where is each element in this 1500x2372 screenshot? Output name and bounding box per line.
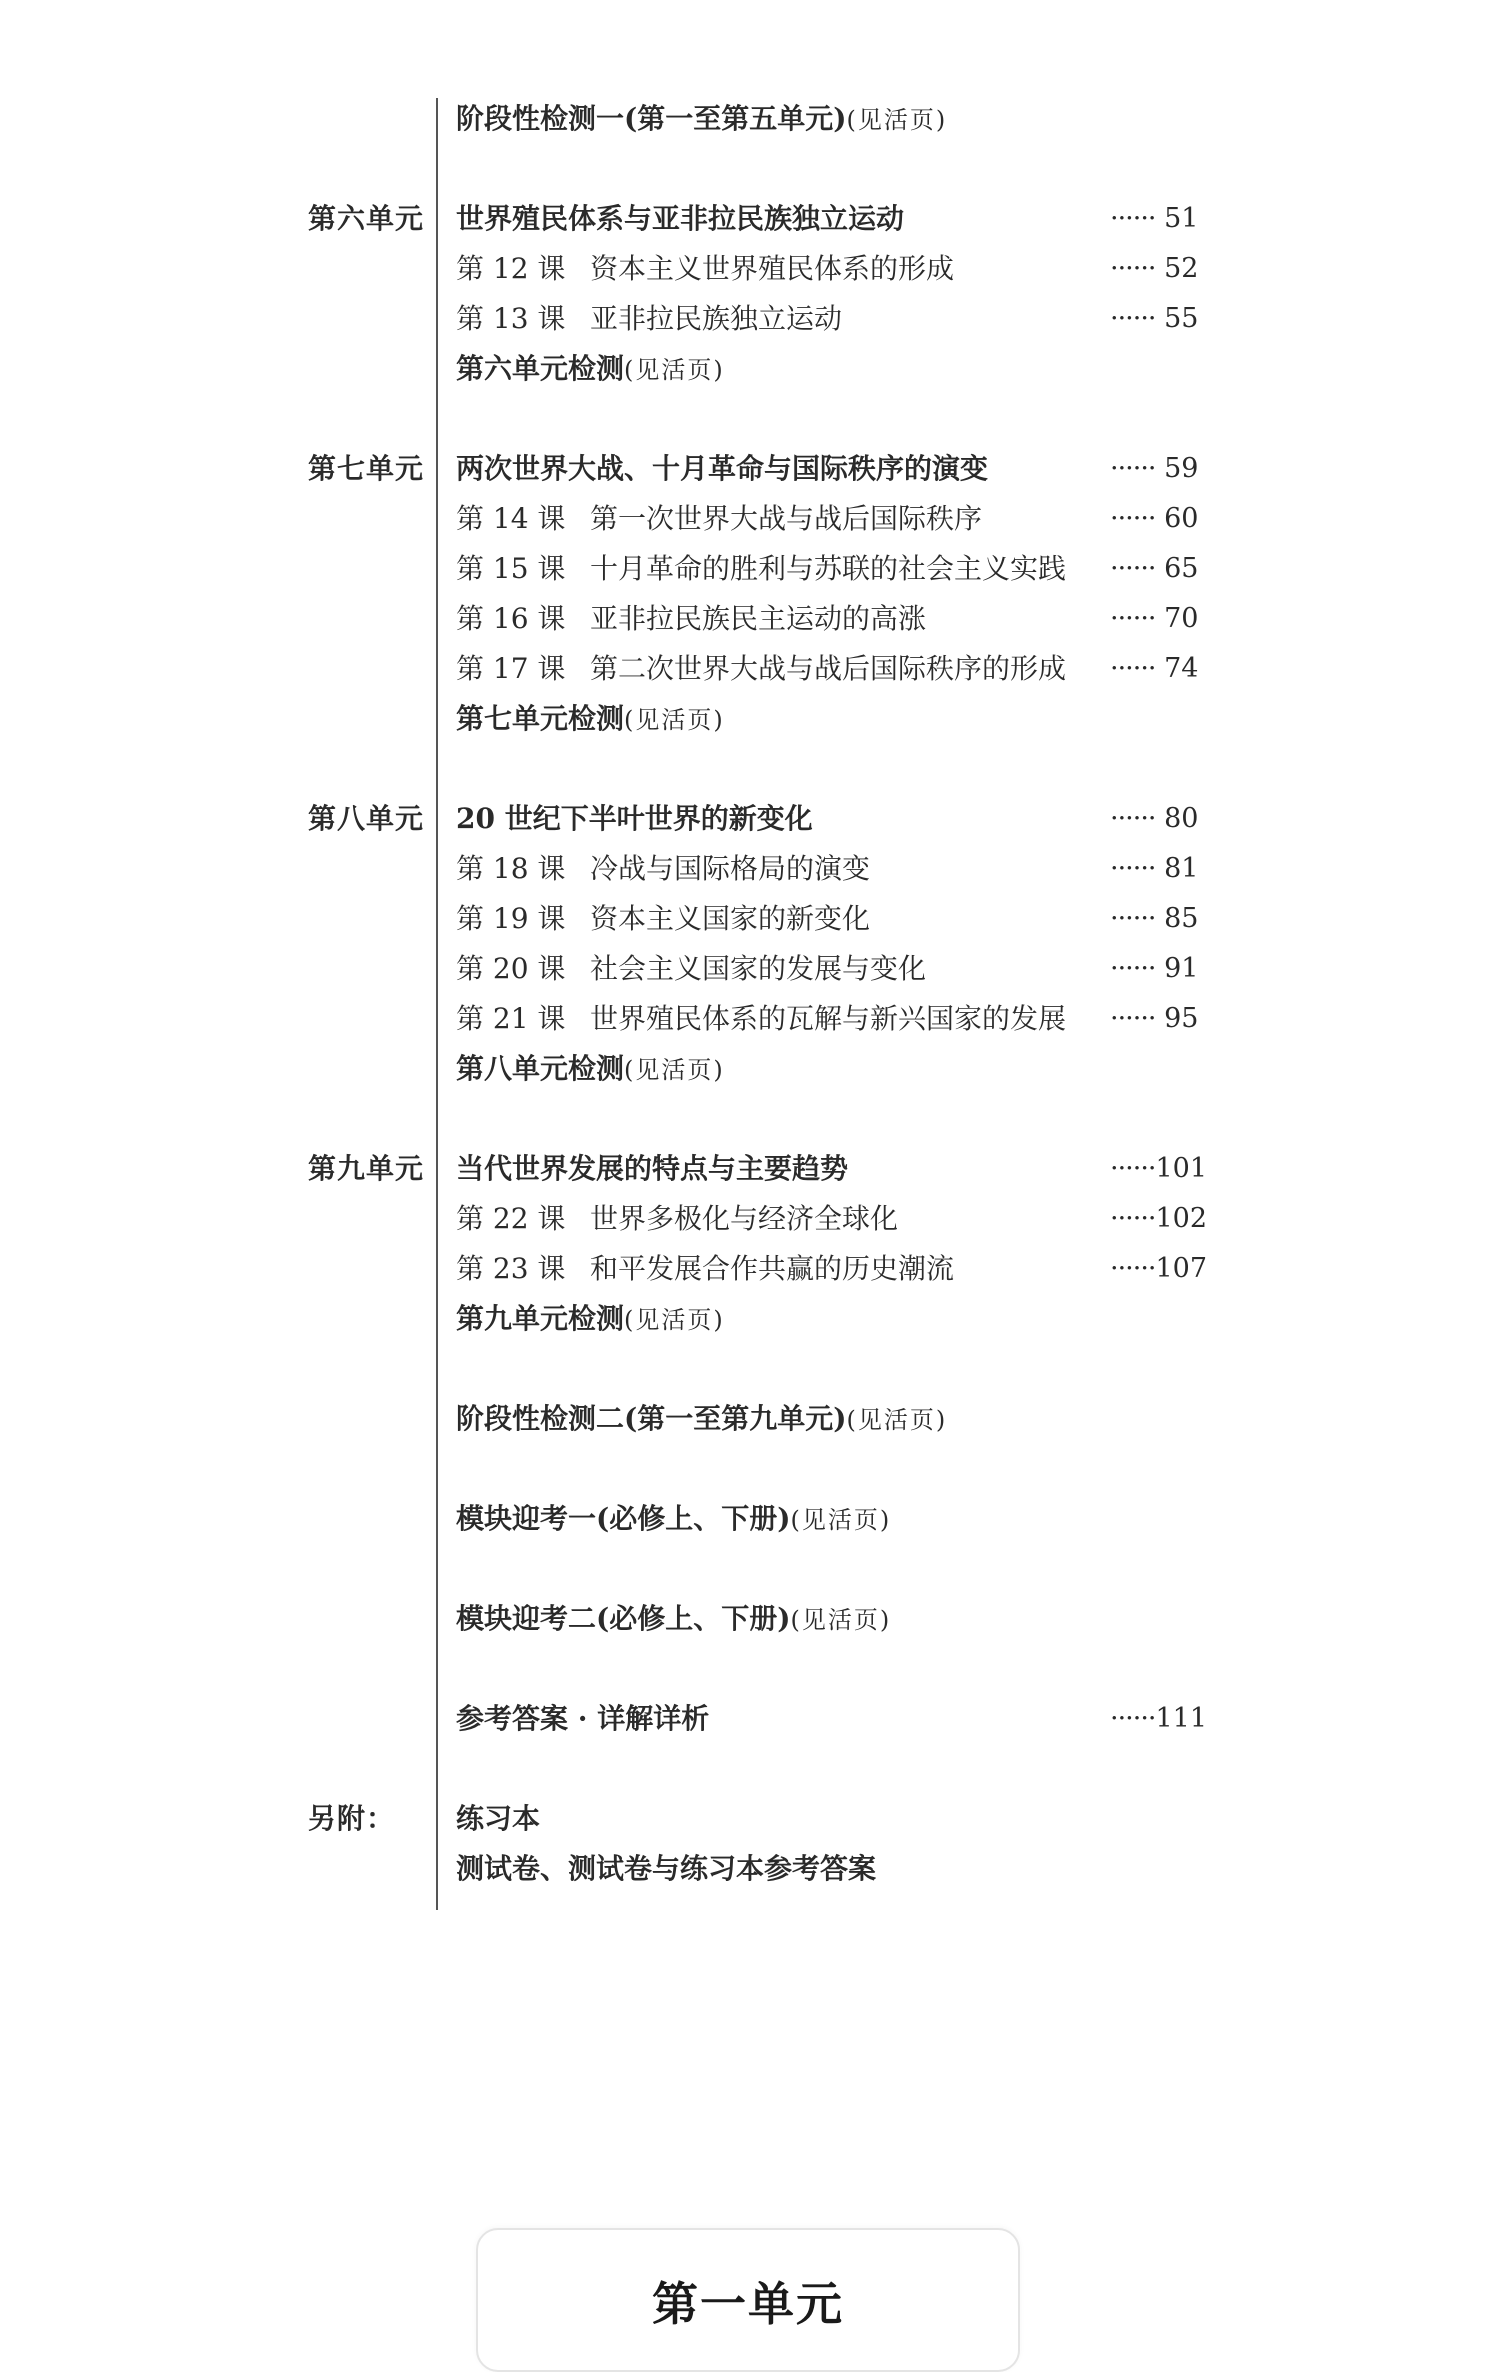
unit-label: 第六单元 — [308, 202, 425, 235]
unit-title: 当代世界发展的特点与主要趋势 — [456, 1152, 849, 1185]
page-ref — [1110, 302, 1210, 336]
lesson-title: 第一次世界大战与战后国际秩序 — [590, 502, 983, 535]
page-ref — [1110, 1252, 1210, 1286]
entry-title: 第八单元检测(见活页) — [456, 1052, 725, 1085]
page-ref — [1110, 452, 1210, 486]
next-unit-card[interactable] — [476, 2228, 1020, 2372]
unit-title: 世界殖民体系与亚非拉民族独立运动 — [456, 202, 905, 235]
lesson-number: 第 21 课 — [456, 1002, 566, 1035]
page-number: 81 — [1164, 853, 1199, 884]
lesson-number: 第 13 课 — [456, 302, 566, 335]
entry-title: 模块迎考二(必修上、下册)(见活页) — [456, 1602, 892, 1635]
page-number: 95 — [1164, 1003, 1199, 1034]
entry-note: (见活页) — [790, 1506, 892, 1534]
toc-entry-answers[interactable] — [0, 1694, 1500, 1744]
toc-lesson-22[interactable] — [0, 1194, 1500, 1244]
lesson-number: 第 17 课 — [456, 652, 566, 685]
lesson-title: 冷战与国际格局的演变 — [590, 852, 871, 885]
toc-lesson-19[interactable] — [0, 894, 1500, 944]
page-number: 85 — [1164, 903, 1199, 934]
toc-unit-6-test[interactable] — [0, 344, 1500, 394]
page-number: 91 — [1164, 953, 1199, 984]
leader-dots: ······ — [1110, 1153, 1156, 1184]
unit-label: 第七单元 — [308, 452, 425, 485]
lesson-title: 资本主义国家的新变化 — [590, 902, 871, 935]
toc-unit-7-test[interactable] — [0, 694, 1500, 744]
leader-dots: ······ — [1110, 1003, 1156, 1034]
toc-unit-8-test[interactable] — [0, 1044, 1500, 1094]
lesson-number: 第 12 课 — [456, 252, 566, 285]
lesson-title: 社会主义国家的发展与变化 — [590, 952, 927, 985]
appendix-item: 测试卷、测试卷与练习本参考答案 — [456, 1852, 877, 1885]
unit-label: 第九单元 — [308, 1152, 425, 1185]
toc-lesson-16[interactable] — [0, 594, 1500, 644]
lesson-title: 亚非拉民族独立运动 — [590, 302, 843, 335]
toc-lesson-20[interactable] — [0, 944, 1500, 994]
toc-lesson-13[interactable] — [0, 294, 1500, 344]
page-number: 101 — [1155, 1153, 1208, 1184]
next-unit-title: 第一单元 — [652, 2277, 844, 2331]
page-ref — [1110, 552, 1210, 586]
page-number: 60 — [1164, 503, 1199, 534]
lesson-number: 第 14 课 — [456, 502, 566, 535]
leader-dots: ······ — [1110, 903, 1156, 934]
toc-lesson-12[interactable] — [0, 244, 1500, 294]
lesson-title: 第二次世界大战与战后国际秩序的形成 — [590, 652, 1067, 685]
page-number: 74 — [1164, 653, 1199, 684]
page-number: 59 — [1164, 453, 1199, 484]
leader-dots: ······ — [1110, 453, 1156, 484]
lesson-title: 资本主义世界殖民体系的形成 — [590, 252, 955, 285]
lesson-number: 第 15 课 — [456, 552, 566, 585]
entry-note: (见活页) — [624, 706, 725, 734]
lesson-title: 十月革命的胜利与苏联的社会主义实践 — [590, 552, 1067, 585]
page-number: 51 — [1164, 203, 1199, 234]
toc-entry-module-exam-2[interactable] — [0, 1594, 1500, 1644]
entry-note: (见活页) — [624, 1056, 725, 1084]
page-number: 111 — [1155, 1703, 1208, 1734]
leader-dots: ······ — [1110, 603, 1156, 634]
toc-lesson-21[interactable] — [0, 994, 1500, 1044]
entry-title: 第九单元检测(见活页) — [456, 1302, 725, 1335]
lesson-number: 第 16 课 — [456, 602, 566, 635]
leader-dots: ······ — [1110, 1203, 1156, 1234]
leader-dots: ······ — [1110, 303, 1156, 334]
entry-title: 第七单元检测(见活页) — [456, 702, 725, 735]
leader-dots: ······ — [1110, 953, 1156, 984]
entry-title: 模块迎考一(必修上、下册)(见活页) — [456, 1502, 892, 1535]
page-ref — [1110, 502, 1210, 536]
lesson-number: 第 20 课 — [456, 952, 566, 985]
unit-title: 20 世纪下半叶世界的新变化 — [456, 802, 813, 835]
lesson-title: 世界殖民体系的瓦解与新兴国家的发展 — [590, 1002, 1067, 1035]
toc-entry-module-exam-1[interactable] — [0, 1494, 1500, 1544]
entry-note: (见活页) — [790, 1606, 892, 1634]
toc-entry-stage-test-1[interactable] — [0, 94, 1500, 144]
lesson-number: 第 22 课 — [456, 1202, 566, 1235]
leader-dots: ······ — [1110, 253, 1156, 284]
entry-note: (见活页) — [846, 106, 948, 134]
toc-unit-9-test[interactable] — [0, 1294, 1500, 1344]
leader-dots: ······ — [1110, 1703, 1156, 1734]
entry-title: 第六单元检测(见活页) — [456, 352, 725, 385]
page-number: 52 — [1164, 253, 1199, 284]
leader-dots: ······ — [1110, 803, 1156, 834]
leader-dots: ······ — [1110, 1253, 1156, 1284]
leader-dots: ······ — [1110, 553, 1156, 584]
page-ref — [1110, 1702, 1210, 1736]
page-ref — [1110, 802, 1210, 836]
page-ref — [1110, 602, 1210, 636]
toc-lesson-17[interactable] — [0, 644, 1500, 694]
unit-title: 两次世界大战、十月革命与国际秩序的演变 — [456, 452, 989, 485]
toc-unit-8-heading[interactable] — [0, 794, 1500, 844]
leader-dots: ······ — [1110, 203, 1156, 234]
unit-label: 第八单元 — [308, 802, 425, 835]
toc-appendix-2[interactable] — [0, 1844, 1500, 1894]
lesson-number: 第 19 课 — [456, 902, 566, 935]
toc-entry-stage-test-2[interactable] — [0, 1394, 1500, 1444]
lesson-number: 第 18 课 — [456, 852, 566, 885]
lesson-title: 世界多极化与经济全球化 — [590, 1202, 899, 1235]
toc-lesson-18[interactable] — [0, 844, 1500, 894]
page-ref — [1110, 652, 1210, 686]
entry-title: 参考答案 · 详解详析 — [456, 1702, 710, 1735]
toc-unit-9-heading[interactable] — [0, 1144, 1500, 1194]
appendix-label: 另附： — [308, 1802, 396, 1835]
leader-dots: ······ — [1110, 653, 1156, 684]
page-ref — [1110, 202, 1210, 236]
page-ref — [1110, 952, 1210, 986]
entry-note: (见活页) — [624, 1306, 725, 1334]
entry-note: (见活页) — [846, 1406, 948, 1434]
toc-lesson-15[interactable] — [0, 544, 1500, 594]
leader-dots: ······ — [1110, 503, 1156, 534]
leader-dots: ······ — [1110, 853, 1156, 884]
lesson-title: 亚非拉民族民主运动的高涨 — [590, 602, 927, 635]
lesson-number: 第 23 课 — [456, 1252, 566, 1285]
toc-lesson-14[interactable] — [0, 494, 1500, 544]
page-number: 80 — [1164, 803, 1199, 834]
toc-appendix-1[interactable] — [0, 1794, 1500, 1844]
toc-unit-7-heading[interactable] — [0, 444, 1500, 494]
page-number: 102 — [1155, 1203, 1208, 1234]
toc-lesson-23[interactable] — [0, 1244, 1500, 1294]
entry-note: (见活页) — [624, 356, 725, 384]
page-ref — [1110, 902, 1210, 936]
appendix-item: 练习本 — [456, 1802, 541, 1835]
page-ref — [1110, 252, 1210, 286]
page-ref — [1110, 1152, 1210, 1186]
toc-unit-6-heading[interactable] — [0, 194, 1500, 244]
lesson-title: 和平发展合作共赢的历史潮流 — [590, 1252, 955, 1285]
page-ref — [1110, 1202, 1210, 1236]
page-number: 65 — [1164, 553, 1199, 584]
entry-title: 阶段性检测一(第一至第五单元)(见活页) — [456, 102, 948, 135]
page-number: 107 — [1155, 1253, 1208, 1284]
page-ref — [1110, 1002, 1210, 1036]
page-number: 55 — [1164, 303, 1199, 334]
entry-title: 阶段性检测二(第一至第九单元)(见活页) — [456, 1402, 948, 1435]
page-number: 70 — [1164, 603, 1199, 634]
page-ref — [1110, 852, 1210, 886]
